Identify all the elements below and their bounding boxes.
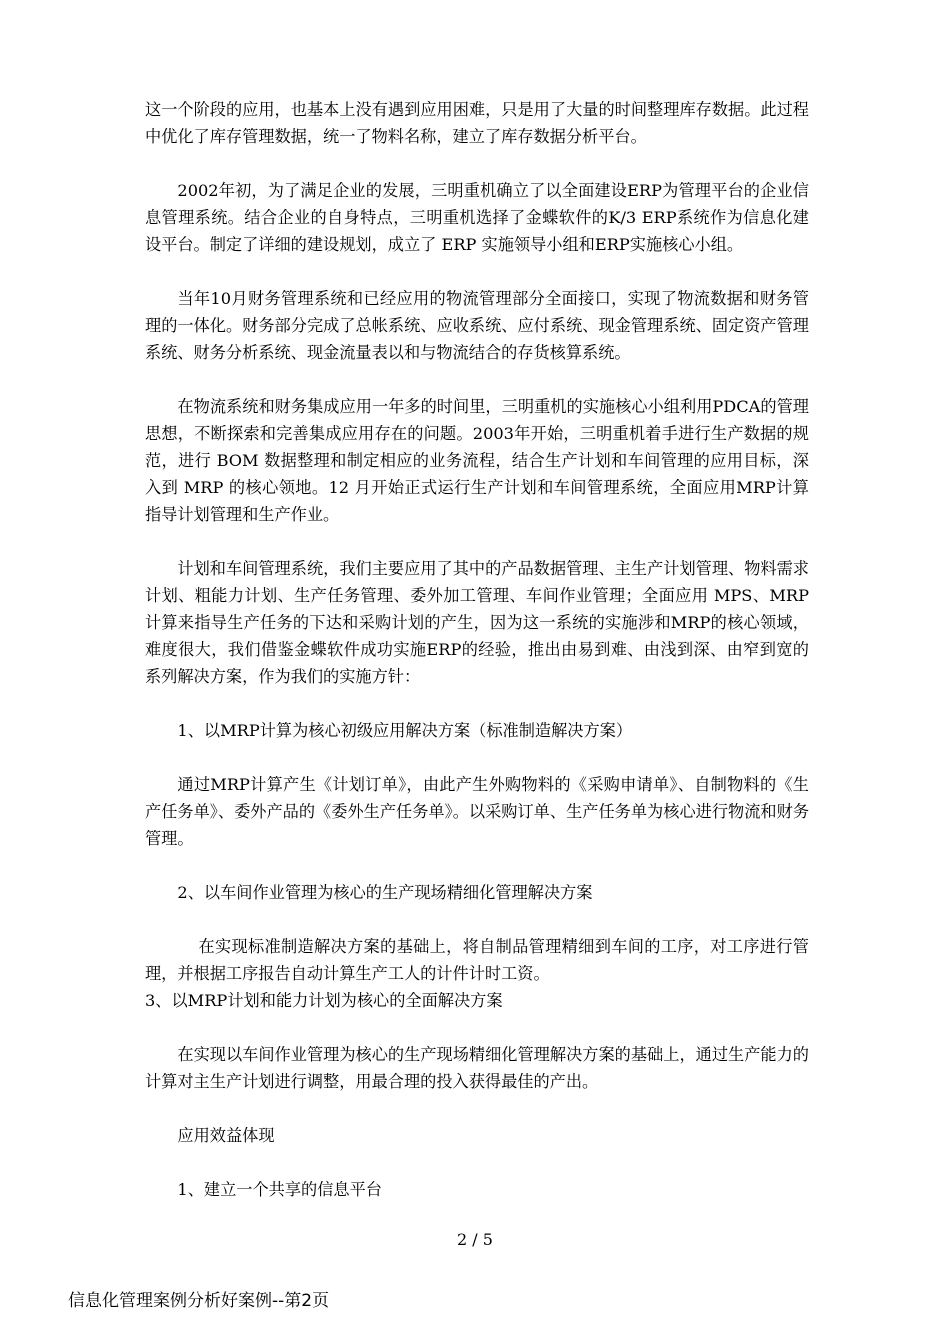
paragraph-7: 通过MRP计算产生《计划订单》，由此产生外购物料的《采购申请单》、自制物料的《生产任务单》、委外产品的《委外生产任务单》。以采购订单、生产任务单为核心进行物流和财务管理。 <box>145 775 809 848</box>
document-body <box>145 96 809 1203</box>
heading-solution-1: 1、以MRP计算为核心初级应用解决方案（标准制造解决方案） <box>177 721 633 740</box>
heading-benefits: 应用效益体现 <box>177 1126 275 1145</box>
paragraph-2: 2002年初，为了满足企业的发展，三明重机确立了以全面建设ERP为管理平台的企业信息管理系统。结合企业的自身特点，三明重机选择了金蝶软件的K/3 ERP系统作为信息化建设平台。制定了详细的建设规划，成立了 ERP 实施领导小组和ERP实施核心小组。 <box>145 181 809 254</box>
heading-solution-3: 3、以MRP计划和能力计划为核心的全面解决方案 <box>145 991 503 1010</box>
paragraph-5: 计划和车间管理系统，我们主要应用了其中的产品数据管理、主生产计划管理、物料需求计划、粗能力计划、生产任务管理、委外加工管理、车间作业管理；全面应用 MPS、MRP 计算来指导生产任务的下达和采购计划的产生，因为这一系统的实施涉和MRP的核心领域，难度很大，我们借鉴金蝶软件成功实施ERP的经验，推出由易到难、由浅到深、由窄到宽的系列解决方案，作为我们的实施方针： <box>145 559 809 686</box>
page-number: 2 / 5 <box>457 1230 493 1249</box>
paragraph-11: 在实现以车间作业管理为核心的生产现场精细化管理解决方案的基础上，通过生产能力的计算对主生产计划进行调整，用最合理的投入获得最佳的产出。 <box>145 1045 809 1091</box>
paragraph-4: 在物流系统和财务集成应用一年多的时间里，三明重机的实施核心小组利用PDCA的管理思想，不断探索和完善集成应用存在的问题。2003年开始，三明重机着手进行生产数据的规范，进行 BOM 数据整理和制定相应的业务流程，结合生产计划和车间管理的应用目标，深入到 MRP 的核心领地。12 月开始正式运行生产计划和车间管理系统，全面应用MRP计算指导计划管理和生产作业。 <box>145 397 809 524</box>
footer-title: 信息化管理案例分析好案例--第2页 <box>68 1291 330 1311</box>
paragraph-1: 这一个阶段的应用，也基本上没有遇到应用困难，只是用了大量的时间整理库存数据。此过程中优化了库存管理数据，统一了物料名称，建立了库存数据分析平台。 <box>145 100 809 146</box>
paragraph-9: 在实现标准制造解决方案的基础上，将自制品管理精细到车间的工序，对工序进行管理，并根据工序报告自动计算生产工人的计件计时工资。 <box>145 937 809 983</box>
heading-solution-2: 2、以车间作业管理为核心的生产现场精细化管理解决方案 <box>177 883 593 902</box>
paragraph-3: 当年10月财务管理系统和已经应用的物流管理部分全面接口，实现了物流数据和财务管理的一体化。财务部分完成了总帐系统、应收系统、应付系统、现金管理系统、固定资产管理系统、财务分析系统、现金流量表以和与物流结合的存货核算系统。 <box>145 289 809 362</box>
heading-benefit-1: 1、建立一个共享的信息平台 <box>177 1180 382 1199</box>
